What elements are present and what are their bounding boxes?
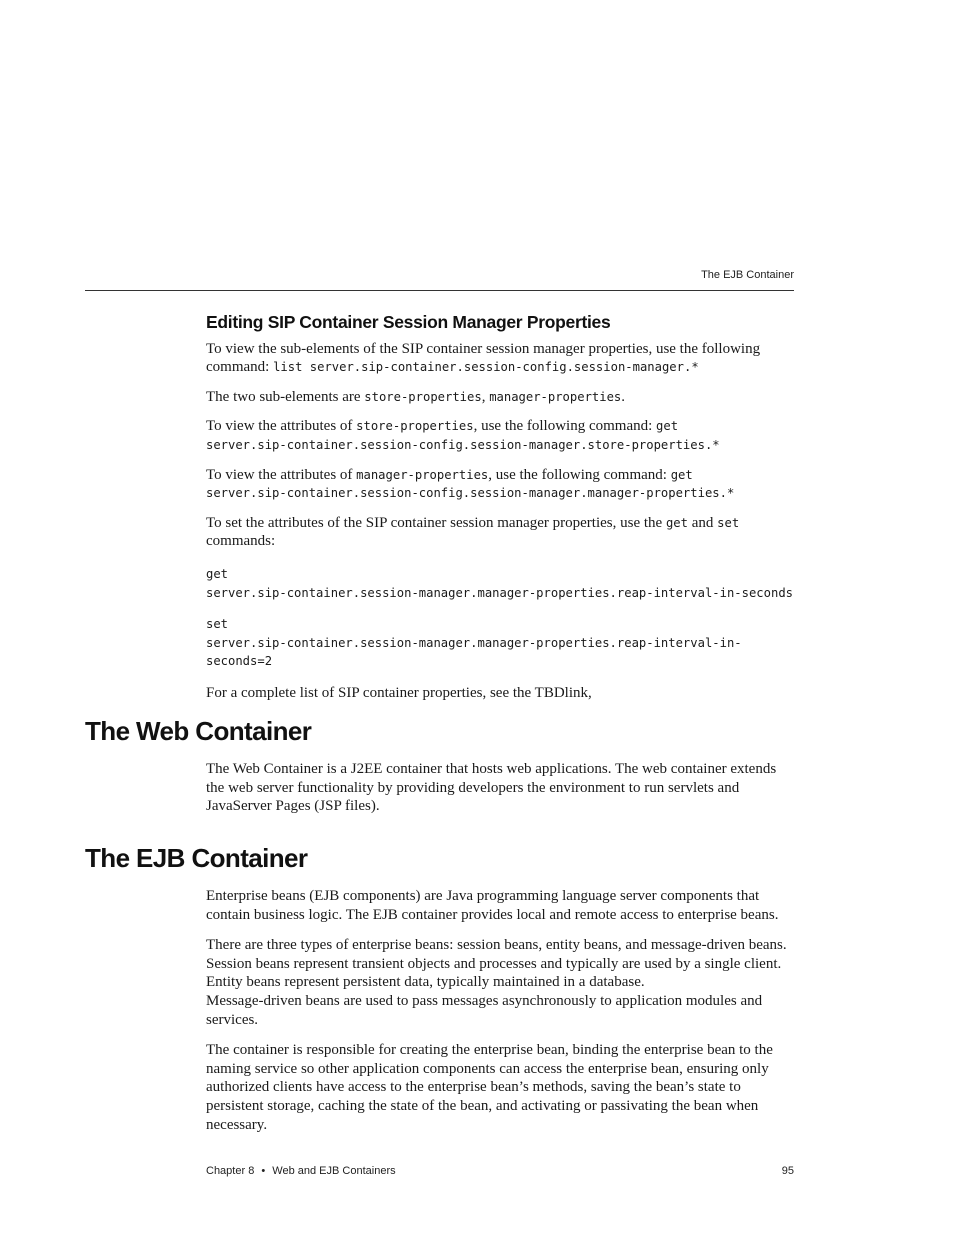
sip-paragraph-3 [206,417,806,454]
header-rule [85,290,794,291]
ejb-paragraph-1: Enterprise beans (EJB components) are Java programming language server components that contain business logic. The EJB container provides local and remote access to enterprise beans. [206,888,779,923]
sip-p2-end: . [621,388,626,405]
sip-paragraph-5 [206,514,806,551]
sip-p3-cmd-get: get [656,419,679,434]
set-code-block [206,615,806,671]
sip-p1-text: To view the sub-elements of the SIP container session manager properties, use the following command: [206,340,761,376]
sip-p3-cmd-path: server.sip-container.session-config.session-manager.store-properties.* [206,437,720,452]
set-code-line-2: server.sip-container.session-manager.manager-properties.reap-interval-in-seconds=2 [206,635,742,669]
footer-bullet: • [261,1165,266,1177]
sip-p4-cmd-path: server.sip-container.session-config.session-manager.manager-properties.* [206,486,735,501]
web-container-paragraph: The Web Container is a J2EE container that hosts web applications. The web container extends the web server functionality by providing developers the environment to run servlets and JavaServer Pages (JSP files). [206,761,777,815]
page-footer-chapter [206,1165,396,1177]
footer-chapter-number: Chapter 8 [206,1165,255,1177]
sip-p4-mid: , use the following command: [488,466,671,483]
sip-paragraph-2 [206,388,806,407]
sip-p5-and: and [687,514,718,531]
manager-properties-code: manager-properties [489,389,622,404]
running-header: The EJB Container [701,269,794,281]
sip-section-title: Editing SIP Container Session Manager Properties [206,312,611,332]
ejb-container-heading: The EJB Container [85,843,308,873]
store-properties-code: store-properties [364,389,482,404]
ejb-section-body [206,887,794,1145]
sip-paragraph-6: For a complete list of SIP container properties, see the TBDlink, [206,684,592,701]
sip-p5-end: commands: [206,533,276,550]
sip-p4-cmd-get: get [670,467,693,482]
sip-p3-code: store-properties [356,419,474,434]
get-code-block [206,565,806,602]
sip-p4-text: To view the attributes of [206,466,357,483]
sip-p4-code: manager-properties [356,467,489,482]
ejb-paragraph-3: The container is responsible for creating the enterprise bean, binding the enterprise bean to the naming service so other application components can access the enterprise bean, ensuring only authorized clients have access to the enterprise bean’s methods, saving the bean’s state to persistent storage, caching the state of the bean, and activating or passivating the bean when necessary. [206,1042,773,1133]
footer-chapter-title: Web and EJB Containers [272,1165,396,1177]
sip-paragraph-1 [206,340,786,377]
sip-p5-text: To set the attributes of the SIP container session manager properties, use the [206,514,666,531]
ejb-paragraph-2a: There are three types of enterprise beans: session beans, entity beans, and message-driven beans. Session beans represent transient objects and processes and typically are used by a single client. Entity beans represent persistent data, typically maintained in a database. [206,937,787,991]
sip-p3-mid: , use the following command: [473,418,657,435]
page-number: 95 [781,1165,794,1177]
web-container-heading: The Web Container [85,716,312,746]
set-code-line-1: set [206,617,229,632]
sip-p5-set: set [717,515,740,530]
sip-p3-text: To view the attributes of [206,418,357,435]
sip-p2-text: The two sub-elements are [206,388,365,405]
sip-p5-get: get [665,515,688,530]
sip-paragraph-4 [206,466,806,503]
get-code-line-1: get [206,566,229,581]
ejb-paragraph-2 [206,936,794,1029]
ejb-paragraph-2b: Message-driven beans are used to pass messages asynchronously to application modules and services. [206,992,763,1028]
sip-p2-separator: , [481,388,490,405]
sip-section [206,313,806,714]
get-code-line-2: server.sip-container.session-manager.manager-properties.reap-interval-in-seconds [206,585,793,600]
sip-p1-command: list server.sip-container.session-config.session-manager.* [273,360,699,375]
